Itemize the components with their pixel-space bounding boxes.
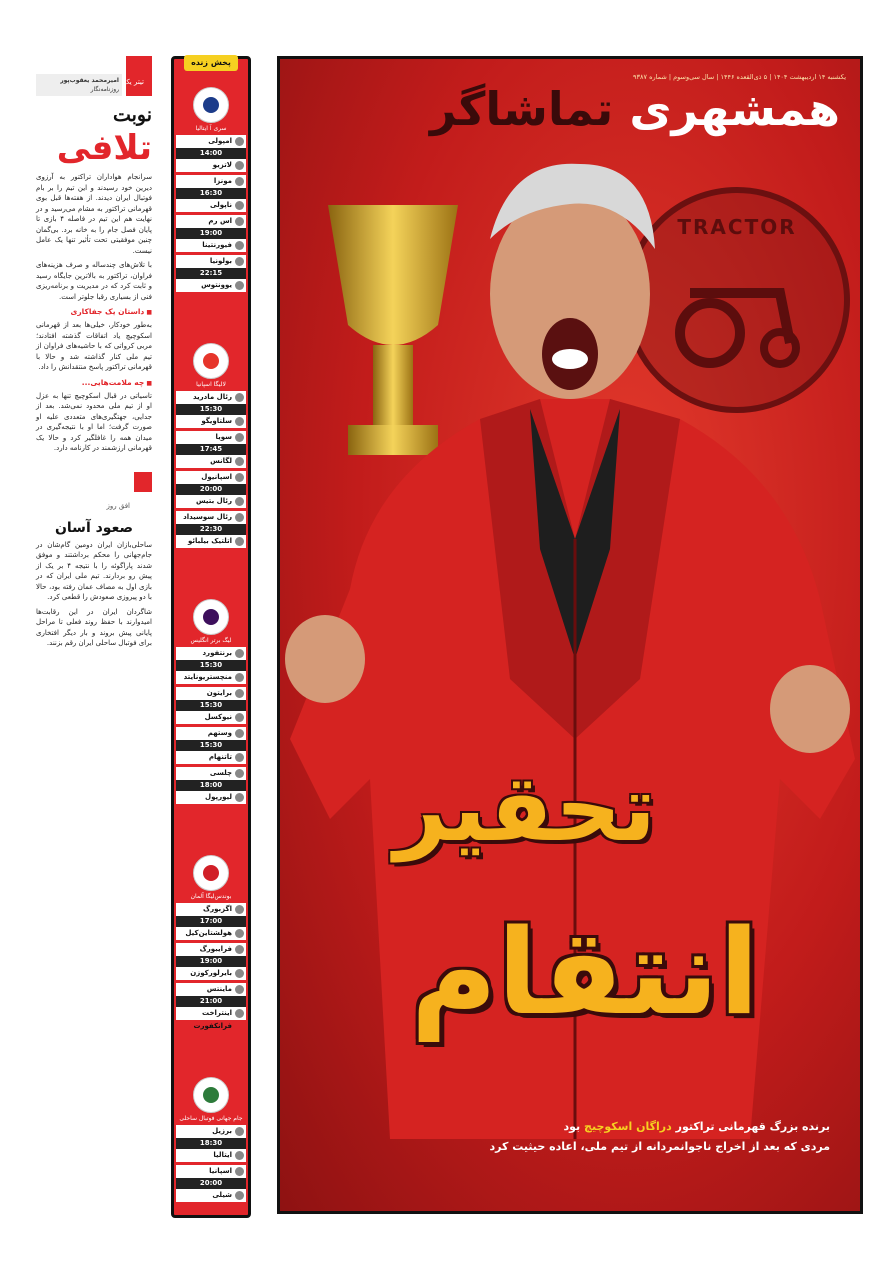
- team-name-text: منچستریونایتد: [183, 673, 232, 681]
- team-name-text: لیورپول: [205, 793, 232, 801]
- league-block: [176, 599, 246, 804]
- article-paragraph: به‌طور خودکار، خیلی‌ها بعد از قهرمانی اسکوچیچ یاد اتفاقات گذشته افتادند؛ مربی کرواتی که با حاشیه‌های فراوان از تیم ملی کنار گذاشته شد و حالا با قهرمانی تراکتور پاسخ منتقدانش را داد.: [36, 321, 152, 371]
- team-crest-icon: [235, 497, 244, 506]
- match-row: [176, 767, 246, 804]
- team-name: [176, 431, 246, 444]
- team-name-text: اسپانیا: [209, 1167, 232, 1175]
- article-paragraph: تاسیاتی در قبال اسکوچیچ تنها به عزل او از تیم ملی محدود نمی‌شد. بعد از جدایی، جهتگیری‌های متعددی علیه او صورت گرفت؛ اما او با نتیجه‌گیری در میدان همه را غافلگیر کرد و حالا یک قهرمانی ارزشمند در کارنامه دارد.: [36, 391, 152, 452]
- team-crest-icon: [235, 457, 244, 466]
- article-subhead: ■ چه ملامت‌هایی...: [36, 378, 152, 387]
- article-subhead: ■ داستان یک جفاکاری: [36, 307, 152, 316]
- match-row: [176, 687, 246, 724]
- logo-text: TRACTOR: [677, 215, 797, 239]
- match-time-text: 19:00: [199, 229, 223, 237]
- team-crest-icon: [235, 929, 244, 938]
- team-name: [176, 239, 246, 252]
- league-name: بوندس‌لیگا آلمان: [190, 893, 232, 900]
- match-time-text: 20:00: [199, 1179, 223, 1187]
- match-time: [176, 484, 246, 495]
- caption-highlight: دراگان اسکوچیچ: [584, 1120, 672, 1133]
- team-name-text: برنتفورد: [202, 649, 232, 657]
- team-name: [176, 1125, 246, 1138]
- league-block: [176, 343, 246, 548]
- article-paragraph: سرانجام هواداران تراکتور به آرزوی دیرین خود رسیدند و این تیم را بر بام فوتبال ایران دیدند. از هفته‌ها قبل بوی قهرمانی تراکتور به مشام می‌رسید و در نهایت هم این تیم در فاصله ۴ بازی تا پایان فصل جام را به خانه برد. بی‌گمان چنین موفقیتی تحت تأثیر تنها یک عامل نیست.: [36, 173, 152, 255]
- team-name: [176, 647, 246, 660]
- section-marker: [134, 472, 152, 492]
- team-crest-icon: [235, 393, 244, 402]
- team-crest-icon: [235, 257, 244, 266]
- team-name: [176, 415, 246, 428]
- team-name-text: فیورنتینا: [202, 241, 232, 249]
- masthead-part: تماشاگر: [430, 82, 614, 136]
- team-crest-icon: [235, 513, 244, 522]
- section-tag: تیتر یک: [123, 78, 144, 86]
- team-crest-icon: [235, 673, 244, 682]
- team-name-text: تاتنهام: [208, 753, 232, 761]
- team-crest-icon: [235, 753, 244, 762]
- author-role: روزنامه‌نگار: [90, 86, 119, 93]
- team-crest-icon: [235, 649, 244, 658]
- match-time-text: 16:30: [199, 189, 223, 197]
- league-logo-icon: [193, 343, 229, 379]
- league-block: [176, 855, 246, 1030]
- team-crest-icon: [235, 537, 244, 546]
- article-paragraph: با تلاش‌های چندساله و صرف هزینه‌های فراوان، تراکتور به بالاترین جایگاه رسید و ثابت کرد که در مدیریت و برنامه‌ریزی فنی از بسیاری رقبا جلوتر است.: [36, 261, 152, 301]
- team-crest-icon: [235, 177, 244, 186]
- team-name-text: ایتالیا: [213, 1151, 232, 1159]
- match-row: [176, 511, 246, 548]
- match-row: [176, 727, 246, 764]
- match-time: [176, 916, 246, 927]
- team-crest-icon: [235, 945, 244, 954]
- match-time: [176, 660, 246, 671]
- match-row: [176, 903, 246, 940]
- cover-poster: [277, 56, 863, 1214]
- match-time-text: 20:00: [199, 485, 223, 493]
- team-name: [176, 471, 246, 484]
- match-row: [176, 943, 246, 980]
- league-logo-icon: [193, 1077, 229, 1113]
- team-name: [176, 1165, 246, 1178]
- team-crest-icon: [235, 161, 244, 170]
- team-name: [176, 391, 246, 404]
- team-crest-icon: [235, 793, 244, 802]
- team-name-text: رئال بتیس: [195, 497, 232, 505]
- match-row: [176, 255, 246, 292]
- team-name-text: بولونیا: [209, 257, 232, 265]
- match-time-text: 21:00: [199, 997, 223, 1005]
- left-column: [36, 56, 152, 1236]
- match-row: [176, 135, 246, 172]
- team-name: [176, 767, 246, 780]
- team-name-text: برزیل: [212, 1127, 232, 1135]
- caption-text: برنده بزرگ قهرمانی تراکتور: [675, 1120, 830, 1133]
- match-time-text: 19:00: [199, 957, 223, 965]
- league-block: [176, 87, 246, 292]
- match-time: [176, 524, 246, 535]
- author-name: امیرمحمد یعقوب‌پور: [60, 77, 119, 84]
- team-name-text: ماینتس: [206, 985, 232, 993]
- team-crest-icon: [235, 769, 244, 778]
- team-name: [176, 687, 246, 700]
- league-name: سری آ ایتالیا: [195, 125, 227, 132]
- article-paragraph: شاگردان ایران در این رقابت‌ها امیدوارند با حفظ روند فعلی تا مراحل پایانی پیش بروند و بار دیگر افتخاری برای فوتبال ساحلی ایران رقم بزنند.: [36, 607, 152, 647]
- match-time-text: 18:30: [199, 1139, 223, 1147]
- team-name: [176, 135, 246, 148]
- match-time: [176, 780, 246, 791]
- team-crest-icon: [235, 1127, 244, 1136]
- second-article-headline: صعود آسان: [54, 519, 134, 536]
- match-time-text: 22:15: [199, 269, 223, 277]
- article-headline: تلافی: [56, 128, 152, 168]
- league-logo-icon: [193, 599, 229, 635]
- match-time-text: 15:30: [199, 661, 223, 669]
- article-paragraph: ساحلی‌بازان ایران دومین گام‌شان در جام‌جهانی را محکم برداشتند و موفق شدند پاراگوئه را با نتیجه ۴ بر یک از پیش رو بردارند. تیم ملی ایران که در بازی اول به مصاف عمان رفته بود، حالا با دو پیروزی صعودش را قطعی کرد.: [36, 540, 152, 601]
- team-name-text: اس رم: [208, 217, 232, 225]
- team-name: [176, 495, 246, 508]
- team-name: [176, 159, 246, 172]
- team-name-text: نیوکسل: [204, 713, 232, 721]
- league-name: لیگ برتر انگلیس: [190, 637, 232, 644]
- section-header: [36, 56, 152, 96]
- team-name: [176, 671, 246, 684]
- team-name: [176, 711, 246, 724]
- team-name: [176, 199, 246, 212]
- match-time-text: 15:30: [199, 701, 223, 709]
- match-time-text: 17:45: [199, 445, 223, 453]
- team-name: [176, 983, 246, 996]
- match-time: [176, 956, 246, 967]
- league-name: لالیگا اسپانیا: [196, 381, 226, 388]
- match-time: [176, 268, 246, 279]
- team-name-text: برایتون: [206, 689, 232, 697]
- team-name: [176, 175, 246, 188]
- section-marker: [123, 56, 152, 96]
- team-name-text: بایرلورکوزن: [190, 969, 232, 977]
- team-crest-icon: [235, 689, 244, 698]
- team-crest-icon: [235, 1009, 244, 1018]
- team-name: [176, 927, 246, 940]
- team-name-text: سلتاویگو: [201, 417, 232, 425]
- match-row: [176, 175, 246, 212]
- team-crest-icon: [235, 905, 244, 914]
- match-row: [176, 983, 246, 1030]
- team-name: [176, 791, 246, 804]
- team-name-text: چلسی: [209, 769, 232, 777]
- league-logo-icon: [193, 855, 229, 891]
- team-name: [176, 1189, 246, 1202]
- article-kicker: نوبت: [112, 104, 152, 126]
- match-row: [176, 391, 246, 428]
- match-time: [176, 148, 246, 159]
- caption-text: بود: [563, 1120, 581, 1133]
- team-name: [176, 943, 246, 956]
- team-name-text: مونزا: [213, 177, 232, 185]
- team-name: [176, 511, 246, 524]
- dateline: یکشنبه ۱۴ اردیبهشت ۱۴۰۴ | ۵ ذی‌القعده ۱۴۴۶ | سال سی‌وسوم | شماره ۹۳۸۷: [633, 73, 846, 81]
- match-row: [176, 1165, 246, 1202]
- team-crest-icon: [235, 473, 244, 482]
- team-name-text: فرایبورگ: [199, 945, 232, 953]
- match-time: [176, 1138, 246, 1149]
- team-crest-icon: [235, 985, 244, 994]
- match-row: [176, 1125, 246, 1162]
- team-name-text: رئال مادرید: [192, 393, 232, 401]
- match-row: [176, 471, 246, 508]
- team-crest-icon: [235, 1167, 244, 1176]
- headline-main: انتقام: [410, 903, 760, 1041]
- team-crest-icon: [235, 1151, 244, 1160]
- match-time-text: 14:00: [199, 149, 223, 157]
- team-crest-icon: [235, 281, 244, 290]
- match-time: [176, 1178, 246, 1189]
- team-crest-icon: [235, 1191, 244, 1200]
- team-name-text: شیلی: [212, 1191, 232, 1199]
- team-name: [176, 1007, 246, 1030]
- match-time: [176, 228, 246, 239]
- team-crest-icon: [235, 137, 244, 146]
- team-name-text: وستهم: [207, 729, 232, 737]
- team-crest-icon: [235, 729, 244, 738]
- headline-top: تحقیر: [394, 755, 656, 862]
- team-name: [176, 535, 246, 548]
- cover-caption: [410, 1117, 830, 1157]
- team-crest-icon: [235, 417, 244, 426]
- match-time-text: 15:30: [199, 405, 223, 413]
- league-logo-icon: [193, 87, 229, 123]
- team-name-text: یوونتوس: [201, 281, 232, 289]
- team-name: [176, 903, 246, 916]
- team-name-text: ناپولی: [210, 201, 232, 209]
- team-name: [176, 727, 246, 740]
- match-time: [176, 700, 246, 711]
- team-crest-icon: [235, 433, 244, 442]
- team-crest-icon: [235, 713, 244, 722]
- team-name: [176, 215, 246, 228]
- team-name-text: هولشتاین‌کیل: [185, 929, 232, 937]
- section-tag: افق روز: [106, 501, 130, 510]
- match-time: [176, 740, 246, 751]
- match-time: [176, 404, 246, 415]
- team-crest-icon: [235, 241, 244, 250]
- team-name-text: اگزبورگ: [202, 905, 232, 913]
- team-name-text: لاتزیو: [212, 161, 232, 169]
- team-crest-icon: [235, 201, 244, 210]
- match-time: [176, 444, 246, 455]
- team-crest-icon: [235, 969, 244, 978]
- match-time: [176, 188, 246, 199]
- match-time-text: 22:30: [199, 525, 223, 533]
- match-row: [176, 431, 246, 468]
- team-name: [176, 751, 246, 764]
- team-name-text: رئال سوسیداد: [183, 513, 232, 521]
- team-name-text: امپولی: [208, 137, 232, 145]
- match-time: [176, 996, 246, 1007]
- team-name: [176, 967, 246, 980]
- masthead-part: همشهری: [629, 82, 840, 136]
- team-name-text: لگانس: [210, 457, 232, 465]
- team-name: [176, 279, 246, 292]
- second-section-header: [36, 472, 152, 516]
- team-name: [176, 255, 246, 268]
- team-name: [176, 1149, 246, 1162]
- team-name-text: اسپانیول: [201, 473, 232, 481]
- match-time-text: 15:30: [199, 741, 223, 749]
- match-row: [176, 215, 246, 252]
- league-name: جام جهانی فوتبال ساحلی: [179, 1115, 243, 1122]
- live-schedule-strip: [171, 56, 251, 1218]
- team-crest-icon: [235, 217, 244, 226]
- author-box: [36, 74, 122, 96]
- team-name-text: سویا: [215, 433, 232, 441]
- match-time-text: 18:00: [199, 781, 223, 789]
- match-row: [176, 647, 246, 684]
- live-badge: پخش زنده: [184, 55, 238, 71]
- league-block: [176, 1077, 246, 1202]
- team-name: [176, 455, 246, 468]
- team-name-text: اینتراخت فرانکفورت: [193, 1009, 232, 1030]
- match-time-text: 17:00: [199, 917, 223, 925]
- caption-text: مردی که بعد از اخراج ناجوانمردانه از تیم ملی، اعاده حیثیت کرد: [489, 1140, 830, 1153]
- team-name-text: اتلتیک بیلبائو: [187, 537, 232, 545]
